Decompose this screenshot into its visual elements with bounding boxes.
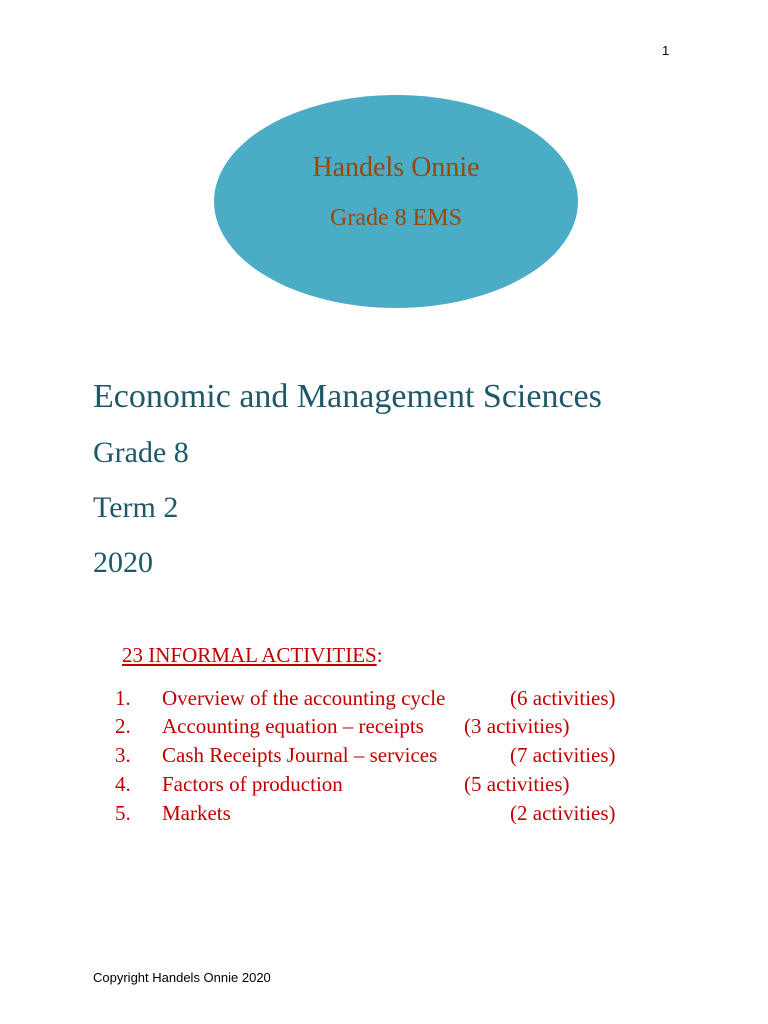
oval-grade-subject: Grade 8 EMS [330,205,462,231]
activity-number: 5. [115,801,131,825]
activity-name: Markets [162,801,231,825]
activity-count: (2 activities) [510,801,616,825]
activities-heading-colon: : [376,643,383,667]
activity-count: (6 activities) [510,686,616,710]
activity-name: Accounting equation – receipts [162,714,424,738]
activity-count: (7 activities) [510,743,616,767]
page-number: 1 [662,43,670,58]
footer-copyright: Copyright Handels Onnie 2020 [93,970,271,985]
activity-number: 4. [115,772,131,796]
activity-number: 1. [115,686,131,710]
oval-school-name: Handels Onnie [312,152,480,183]
activity-name: Factors of production [162,772,343,796]
activity-name: Overview of the accounting cycle [162,686,446,710]
grade-title: Grade 8 [93,436,189,469]
activity-count: (3 activities) [464,714,570,738]
activities-heading-text: 23 INFORMAL ACTIVITIES [122,643,377,667]
activity-name: Cash Receipts Journal – services [162,743,438,767]
year-title: 2020 [93,546,153,579]
activity-number: 2. [115,714,131,738]
term-title: Term 2 [93,491,179,524]
activity-count: (5 activities) [464,772,570,796]
activities-heading [122,643,383,668]
activity-number: 3. [115,743,131,767]
title-oval [214,95,578,308]
subject-title: Economic and Management Sciences [93,378,602,415]
